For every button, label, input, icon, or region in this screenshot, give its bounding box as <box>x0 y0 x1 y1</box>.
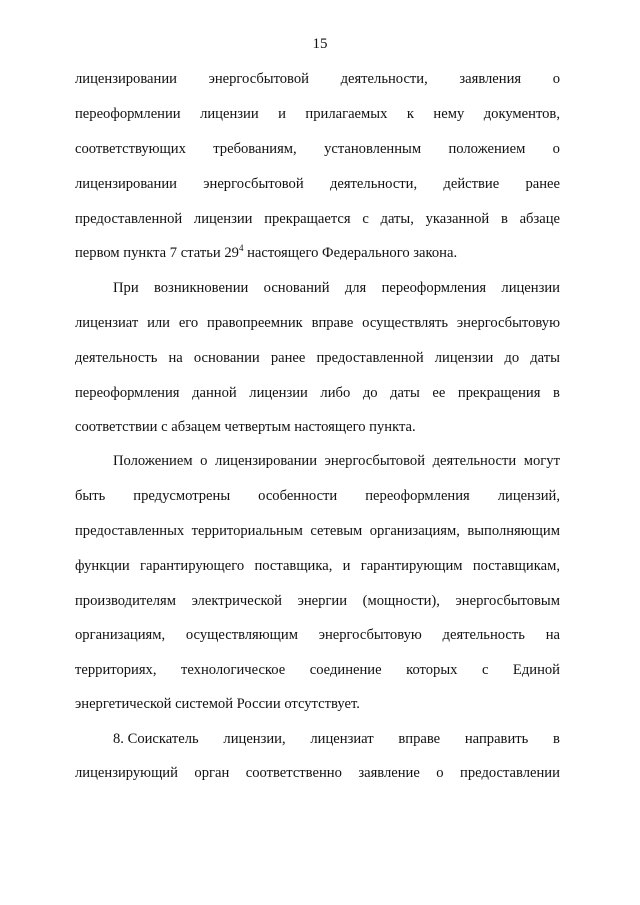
word: предусмотрены <box>133 488 231 504</box>
word: о <box>200 453 208 469</box>
line-text: первом пункта 7 статьи 29 <box>75 245 239 261</box>
word: лицензиат <box>310 731 374 747</box>
word: лицензии <box>249 385 308 401</box>
word: о <box>552 141 560 157</box>
word: его <box>178 315 199 331</box>
word: деятельности <box>432 453 517 469</box>
word: организациям, <box>369 523 460 539</box>
word: направить <box>464 731 529 747</box>
word: лицензировании <box>75 176 177 192</box>
word: требованиям, <box>213 141 297 157</box>
word: организациям, <box>75 627 166 643</box>
word: быть <box>75 488 106 504</box>
word: орган <box>194 765 230 781</box>
text-line <box>75 70 560 88</box>
text-line <box>75 105 560 123</box>
word: возникновении <box>153 280 249 296</box>
word: лицензировании <box>215 453 318 469</box>
word: энергосбытовую <box>456 315 560 331</box>
word: заявление <box>358 765 420 781</box>
word: в <box>552 385 560 401</box>
word: положением <box>448 141 526 157</box>
word: абзаце <box>519 211 560 227</box>
word: даты, <box>380 211 414 227</box>
text-line <box>113 730 560 748</box>
word: в <box>553 731 560 747</box>
text-line <box>75 487 560 505</box>
word: даты <box>390 385 420 401</box>
word: лицензиат <box>75 315 139 331</box>
text-line <box>75 661 560 679</box>
word: лицензий, <box>497 488 560 504</box>
word: деятельность <box>75 350 158 366</box>
word: гарантирующего <box>140 558 245 574</box>
word: территориальным <box>191 523 303 539</box>
word: на <box>168 350 183 366</box>
word: указанной <box>425 211 490 227</box>
word: в <box>500 211 508 227</box>
word: действие <box>443 176 500 192</box>
word: лицензирующий <box>75 765 178 781</box>
word: вправе <box>311 315 354 331</box>
word: оснований <box>263 280 330 296</box>
text-line <box>75 349 560 367</box>
word: (мощности), <box>362 593 440 609</box>
word: правопреемник <box>207 315 303 331</box>
text-line <box>113 279 560 297</box>
word: технологическое <box>181 662 286 678</box>
text-line <box>75 764 560 782</box>
word: с <box>481 662 489 678</box>
word: энергии <box>297 593 348 609</box>
word: переоформления <box>365 488 470 504</box>
word: лицензии <box>200 106 259 122</box>
word: предоставленной <box>75 211 183 227</box>
word: ранее <box>270 350 306 366</box>
page-number: 15 <box>312 36 328 52</box>
word: При <box>113 280 139 296</box>
word: до <box>362 385 378 401</box>
word: заявления <box>459 71 522 87</box>
word: для <box>344 280 367 296</box>
word: и <box>278 106 286 122</box>
word: лицензии <box>434 350 494 366</box>
word: энергосбытовым <box>455 593 560 609</box>
word: ранее <box>525 176 560 192</box>
text-line <box>75 592 560 610</box>
word: прекращается <box>264 211 351 227</box>
word: о <box>436 765 444 781</box>
text-line <box>75 175 560 193</box>
line-text: настоящего Федерального закона. <box>243 245 458 261</box>
word: функции <box>75 558 130 574</box>
word: лицензировании <box>75 71 177 87</box>
word: осуществляющим <box>185 627 298 643</box>
word: выполняющим <box>467 523 560 539</box>
word: поставщика, <box>254 558 333 574</box>
word: деятельность <box>442 627 525 643</box>
word: ее <box>432 385 446 401</box>
word: до <box>504 350 520 366</box>
word: предоставленной <box>316 350 424 366</box>
text-line: энергетической системой России отсутствует. <box>75 696 360 712</box>
word: энергосбытовую <box>318 627 422 643</box>
word: которых <box>406 662 458 678</box>
word: гарантирующим <box>360 558 463 574</box>
text-line: соответствии с абзацем четвертым настоящего пункта. <box>75 419 416 435</box>
word: данной <box>192 385 237 401</box>
word: лицензии <box>501 280 560 296</box>
text-line <box>75 557 560 575</box>
word: с <box>362 211 369 227</box>
word: деятельности, <box>340 71 428 87</box>
text-line <box>75 140 560 158</box>
word: лицензии <box>193 211 253 227</box>
word: соответствующих <box>75 141 186 157</box>
word: или <box>147 315 170 331</box>
text-line <box>113 452 560 470</box>
word: прилагаемых <box>305 106 388 122</box>
word: энергосбытовой <box>324 453 426 469</box>
word: поставщикам, <box>472 558 560 574</box>
word: установленным <box>324 141 422 157</box>
word: переоформления <box>381 280 487 296</box>
word: нему <box>433 106 465 122</box>
word: основании <box>193 350 260 366</box>
word: и <box>342 558 351 574</box>
word: соединение <box>309 662 382 678</box>
word: сетевым <box>310 523 363 539</box>
word: могут <box>523 453 560 469</box>
text-line <box>75 626 560 644</box>
word: лицензии, <box>223 731 286 747</box>
word: либо <box>320 385 351 401</box>
word: энергосбытовой <box>203 176 304 192</box>
word: энергосбытовой <box>208 71 309 87</box>
text-line <box>75 244 560 262</box>
word: осуществлять <box>362 315 449 331</box>
text-line <box>75 210 560 228</box>
word: производителям <box>75 593 176 609</box>
word: 8. Соискатель <box>113 731 199 747</box>
word: прекращения <box>457 385 541 401</box>
word: соответственно <box>245 765 342 781</box>
word: даты <box>530 350 560 366</box>
superscript: 4 <box>238 243 244 253</box>
word: о <box>552 71 560 87</box>
word: предоставленных <box>75 523 185 539</box>
word: вправе <box>398 731 441 747</box>
word: Положением <box>113 453 193 469</box>
word: особенности <box>258 488 338 504</box>
word: электрической <box>191 593 282 609</box>
word: деятельности, <box>329 176 418 192</box>
word: переоформления <box>75 385 180 401</box>
text-line <box>75 522 560 540</box>
word: документов, <box>483 106 560 122</box>
text-line <box>75 384 560 402</box>
word: территориях, <box>75 662 157 678</box>
word: к <box>406 106 414 122</box>
word: переоформлении <box>75 106 181 122</box>
word: предоставлении <box>460 765 560 781</box>
word: на <box>545 627 560 643</box>
text-line <box>75 314 560 332</box>
word: Единой <box>512 662 560 678</box>
